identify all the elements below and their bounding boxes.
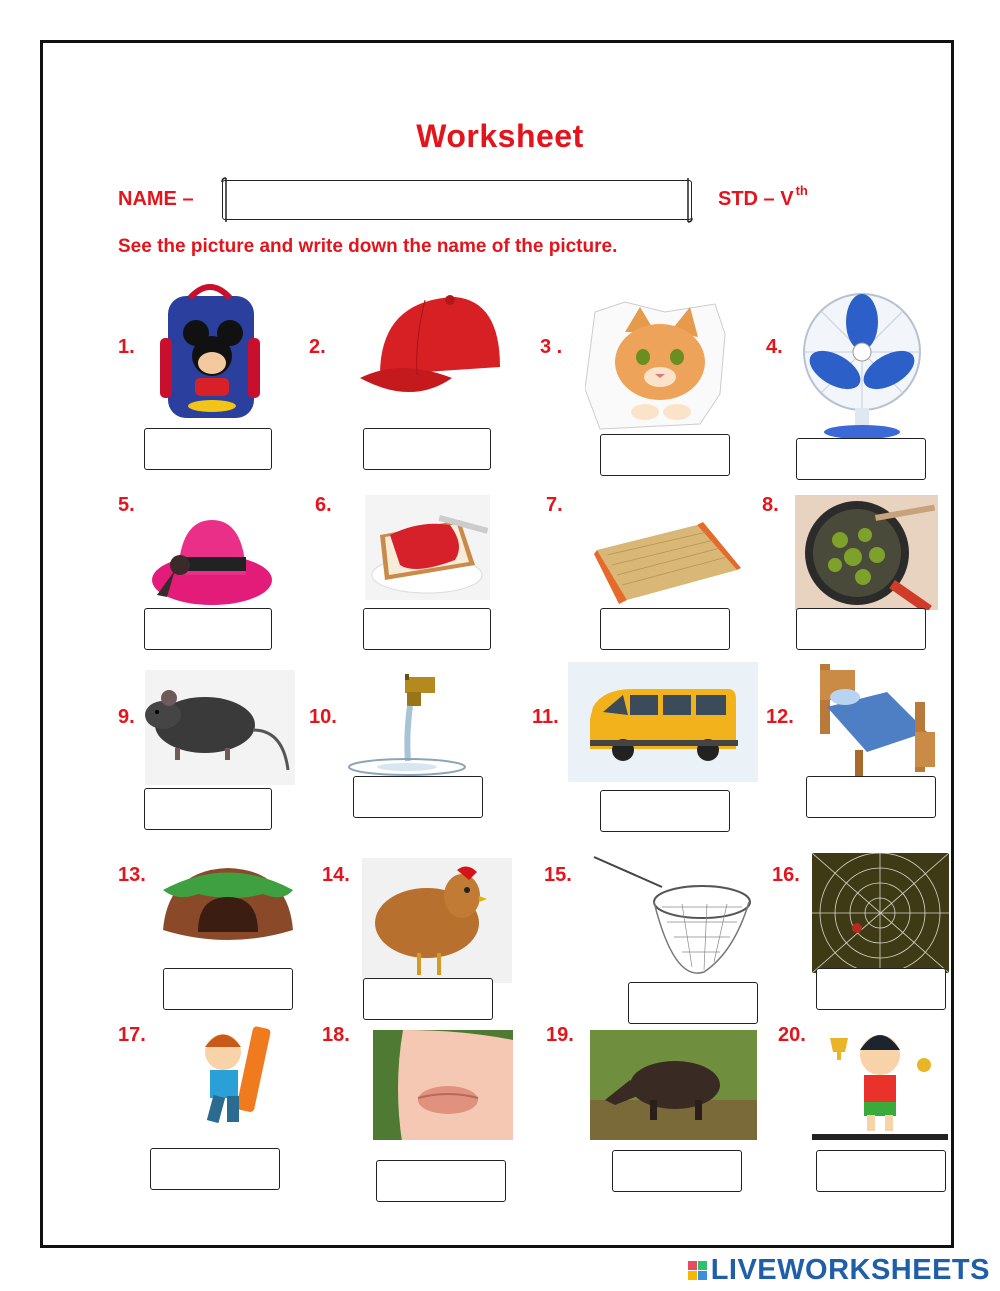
- rat-icon: [145, 670, 295, 785]
- answer-input-7[interactable]: [600, 608, 730, 650]
- item-number: 9.: [118, 706, 135, 728]
- item-number: 18.: [322, 1024, 350, 1046]
- item-number: 7.: [546, 494, 563, 516]
- answer-input-8[interactable]: [796, 608, 926, 650]
- bed-icon: [815, 662, 935, 780]
- page-title: Worksheet: [416, 118, 584, 154]
- item-number: 2.: [309, 336, 326, 358]
- jam-toast-icon: [365, 495, 490, 600]
- item-number: 13.: [118, 864, 146, 886]
- answer-input-13[interactable]: [163, 968, 293, 1010]
- web-icon: [812, 853, 949, 973]
- answer-input-5[interactable]: [144, 608, 272, 650]
- answer-input-16[interactable]: [816, 968, 946, 1010]
- answer-input-12[interactable]: [806, 776, 936, 818]
- answer-input-4[interactable]: [796, 438, 926, 480]
- cat-icon: [585, 292, 735, 432]
- table-fan-icon: [795, 290, 930, 440]
- boy-with-pencil-icon: [185, 1022, 280, 1130]
- item-number: 5.: [118, 494, 135, 516]
- std-text: STD – V: [718, 188, 794, 210]
- hen-icon: [362, 858, 512, 983]
- pig-icon: [590, 1030, 757, 1140]
- logo-text: LIVEWORKSHEETS: [710, 1254, 990, 1286]
- item-number: 3 .: [540, 336, 563, 358]
- item-number: 19.: [546, 1024, 574, 1046]
- answer-input-1[interactable]: [144, 428, 272, 470]
- item-number: 16.: [772, 864, 800, 886]
- instruction-text: See the picture and write down the name of the picture.: [118, 236, 618, 257]
- answer-input-19[interactable]: [612, 1150, 742, 1192]
- answer-input-3[interactable]: [600, 434, 730, 476]
- item-number: 17.: [118, 1024, 146, 1046]
- answer-input-18[interactable]: [376, 1160, 506, 1202]
- mat-icon: [592, 520, 742, 605]
- lip-icon: [373, 1030, 513, 1148]
- item-number: 4.: [766, 336, 783, 358]
- std-label: [718, 183, 808, 211]
- answer-input-14[interactable]: [363, 978, 493, 1020]
- item-number: 12.: [766, 706, 794, 728]
- item-number: 8.: [762, 494, 779, 516]
- liveworksheets-logo: [688, 1254, 990, 1287]
- van-icon: [568, 662, 758, 782]
- item-number: 6.: [315, 494, 332, 516]
- answer-input-2[interactable]: [363, 428, 491, 470]
- answer-input-9[interactable]: [144, 788, 272, 830]
- item-number: 1.: [118, 336, 135, 358]
- item-number: 10.: [309, 706, 337, 728]
- hat-icon: [150, 515, 275, 610]
- pan-icon: [795, 495, 938, 610]
- item-number: 11.: [532, 706, 559, 728]
- logo-badge-icon: [688, 1261, 707, 1280]
- std-superscript: th: [795, 183, 808, 198]
- answer-input-6[interactable]: [363, 608, 491, 650]
- answer-input-10[interactable]: [353, 776, 483, 818]
- item-number: 14.: [322, 864, 350, 886]
- item-number: 15.: [544, 864, 572, 886]
- name-input[interactable]: [222, 180, 692, 220]
- den-icon: [158, 860, 296, 945]
- answer-input-11[interactable]: [600, 790, 730, 832]
- cap-icon: [355, 290, 505, 415]
- boy-with-trophy-icon: [812, 1020, 948, 1140]
- item-number: 20.: [778, 1024, 806, 1046]
- name-label: NAME –: [118, 188, 194, 210]
- net-icon: [592, 852, 752, 977]
- answer-input-15[interactable]: [628, 982, 758, 1024]
- school-bag-icon: [150, 278, 270, 423]
- answer-input-17[interactable]: [150, 1148, 280, 1190]
- answer-input-20[interactable]: [816, 1150, 946, 1192]
- tap-icon: [345, 672, 480, 777]
